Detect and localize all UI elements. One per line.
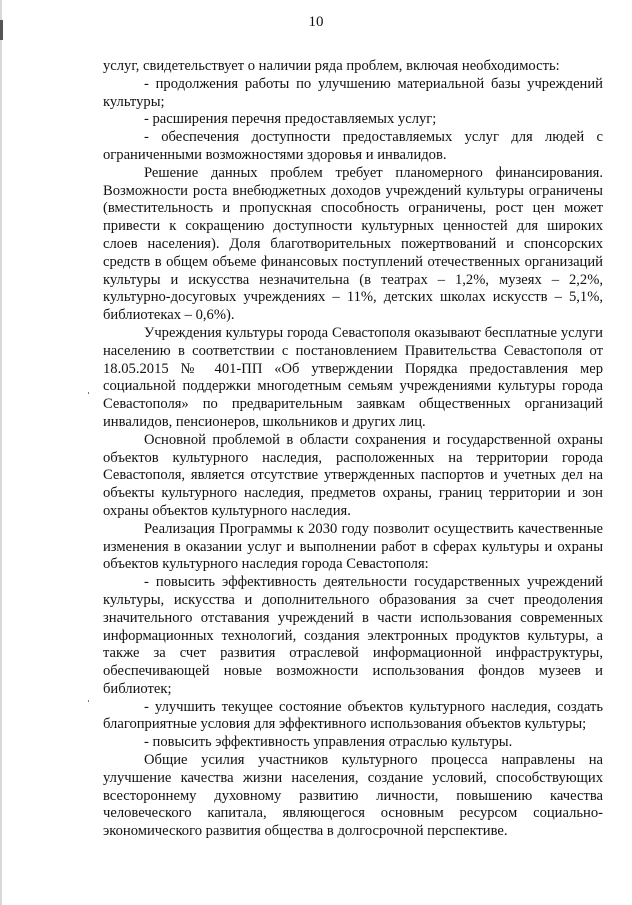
list-item-material-base: - продолжения работы по улучшению материальной базы учреждений культуры; — [103, 75, 603, 110]
paragraph-heritage-problem: Основной проблемой в области сохранения и государственной охраны объектов культурного наследия, расположенных на территории города Севастополя, является отсутствие утвержденных паспортов и учетных дел на объекты культурного наследия, предметов охраны, границ территории и зон охраны объектов культурного наследия. — [103, 431, 603, 519]
paragraph-program-2030: Реализация Программы к 2030 году позволит осуществить качественные изменения в оказании услуг и выполнении работ в сферах культуры и охраны объектов культурного наследия города Севастополя: — [103, 520, 603, 573]
scan-speck — [88, 392, 89, 394]
scan-edge — [0, 0, 2, 905]
page-number: 10 — [308, 14, 324, 30]
list-item-accessibility: - обеспечения доступности предоставляемых услуг для людей с ограниченными возможностями здоровья и инвалидов. — [103, 129, 603, 163]
paragraph-financing: Решение данных проблем требует планомерного финансирования. Возможности роста внебюджетных доходов учреждений культуры ограничены (вместительность и пропускная способность ограничены, рост цен может привести к сокращению доступности культурных ценностей для широких слоев населения). Доля благотворительных пожертвований и спонсорских средств в общем объеме финансовых поступлений отечественных организаций культуры и искусства незначительна (в театрах – 1,2%, музеях – 2,2%, культурно-досуговых учреждениях – 11%, детских школах искусств – 5,1%, библиотеках – 0,6%). — [103, 164, 603, 324]
list-item-efficiency: - повысить эффективность деятельности государственных учреждений культуры, искусства и дополнительного образования за счет преодоления значительного отставания учреждений в части использования современных информационных технологий, создания электронных продуктов культуры, а также за счет развития отраслевой информационной инфраструктуры, обеспечивающей новые возможности использования фондов музеев и библиотек; — [103, 574, 603, 697]
scan-speck — [88, 700, 89, 702]
list-item-services-range: - расширения перечня предоставляемых услуг; — [144, 111, 437, 128]
paragraph-free-services: Учреждения культуры города Севастополя оказывают бесплатные услуги населению в соответствии с постановлением Правительства Севастополя от 18.05.2015 № 401-ПП «Об утверждении Порядка предоставления мер социальной поддержки многодетным семьям учреждениями культуры города Севастополя» по предварительным заявкам общественных организаций инвалидов, пенсионеров, школьников и других лиц. — [103, 324, 603, 430]
paragraph-intro: услуг, свидетельствует о наличии ряда проблем, включая необходимость: — [103, 58, 560, 74]
document-body — [103, 58, 603, 841]
list-item-heritage-state: - улучшить текущее состояние объектов культурного наследия, создать благоприятные условия для эффективного использования объектов культуры; — [103, 698, 603, 733]
paragraph-conclusion: Общие усилия участников культурного процесса направлены на улучшение качества жизни населения, создание условий, способствующих всестороннему духовному развитию личности, повышению качества человеческого капитала, являющегося основным ресурсом социально-экономического развития общества в долгосрочной перспективе. — [103, 752, 603, 840]
list-item-management: - повысить эффективность управления отраслью культуры. — [144, 734, 513, 751]
